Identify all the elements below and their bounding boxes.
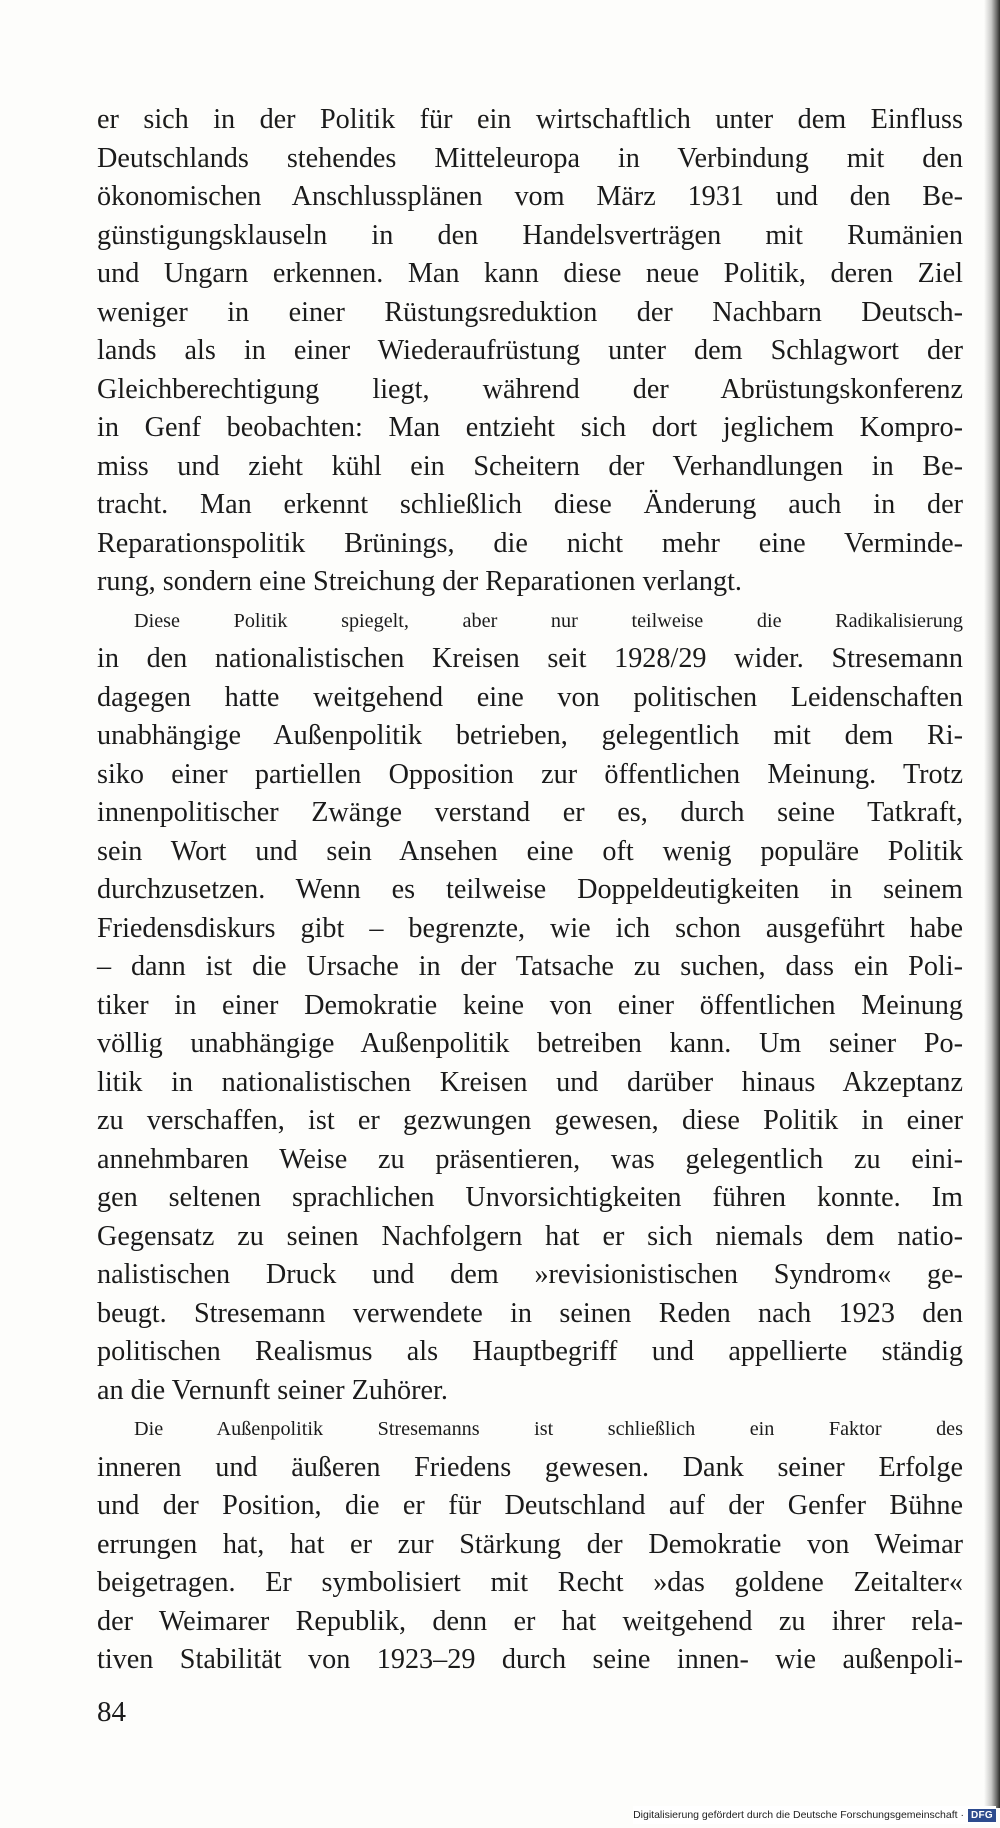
text-line: tiven Stabilität von 1923–29 durch seine innen- wie außenpoli- (97, 1644, 963, 1675)
text-line: beugt. Stresemann verwendete in seinen Reden nach 1923 den (97, 1297, 963, 1329)
paragraph (97, 602, 963, 1411)
text-line: Gegensatz zu seinen Nachfolgern hat er sich niemals dem natio- (97, 1220, 963, 1252)
text-line: nalistischen Druck und dem »revisionistischen Syndrom« ge- (97, 1259, 963, 1290)
text-line: tracht. Man erkennt schließlich diese Änderung auch in der (97, 489, 963, 520)
text-line: miss und zieht kühl ein Scheitern der Verhandlungen in Be- (97, 450, 963, 482)
text-line: und Ungarn erkennen. Man kann diese neue Politik, deren Ziel (97, 258, 963, 289)
text-line: weniger in einer Rüstungsreduktion der Nachbarn Deutsch- (97, 296, 963, 328)
text-line: zu verschaffen, ist er gezwungen gewesen, diese Politik in einer (97, 1105, 963, 1136)
text-line: dagegen hatte weitgehend eine von politischen Leidenschaften (97, 681, 963, 713)
text-line: lands als in einer Wiederaufrüstung unter dem Schlagwort der (97, 335, 963, 366)
digitization-footer (633, 1806, 996, 1824)
text-line: günstigungsklauseln in den Handelsverträgen mit Rumänien (97, 219, 963, 251)
body-text (97, 101, 963, 1680)
paragraph (97, 101, 963, 602)
text-line: gen seltenen sprachlichen Unvorsichtigkeiten führen konnte. Im (97, 1182, 963, 1213)
footer-text: Digitalisierung gefördert durch die Deutsche Forschungsgemeinschaft · (633, 1809, 964, 1821)
text-line: – dann ist die Ursache in der Tatsache zu suchen, dass ein Poli- (97, 951, 963, 982)
text-line: tiker in einer Demokratie keine von einer öffentlichen Meinung (97, 989, 963, 1021)
text-line: rung, sondern eine Streichung der Reparationen verlangt. (97, 566, 742, 597)
text-line: er sich in der Politik für ein wirtschaftlich unter dem Einfluss (97, 104, 963, 135)
text-line: völlig unabhängige Außenpolitik betreiben kann. Um seiner Po- (97, 1028, 963, 1059)
text-line: Diese Politik spiegelt, aber nur teilweise die Radikalisierung (134, 609, 963, 632)
text-line: der Weimarer Republik, denn er hat weitgehend zu ihrer rela- (97, 1605, 963, 1637)
text-line: Die Außenpolitik Stresemanns ist schließlich ein Faktor des (134, 1418, 963, 1440)
text-line: siko einer partiellen Opposition zur öffentlichen Meinung. Trotz (97, 758, 963, 790)
text-line: politischen Realismus als Hauptbegriff und appellierte ständig (97, 1336, 963, 1367)
text-line: beigetragen. Er symbolisiert mit Recht »das goldene Zeitalter« (97, 1567, 963, 1598)
text-line: annehmbaren Weise zu präsentieren, was gelegentlich zu eini- (97, 1143, 963, 1175)
paragraph (97, 1410, 963, 1680)
text-line: ökonomischen Anschlussplänen vom März 1931 und den Be- (97, 181, 963, 212)
text-line: errungen hat, hat er zur Stärkung der Demokratie von Weimar (97, 1528, 963, 1560)
text-line: sein Wort und sein Ansehen eine oft wenig populäre Politik (97, 835, 963, 867)
text-line: Deutschlands stehendes Mitteleuropa in Verbindung mit den (97, 142, 963, 174)
text-line: inneren und äußeren Friedens gewesen. Dank seiner Erfolge (97, 1451, 963, 1483)
text-line: an die Vernunft seiner Zuhörer. (97, 1374, 448, 1406)
text-line: Friedensdiskurs gibt – begrenzte, wie ich schon ausgeführt habe (97, 912, 963, 944)
text-line: in den nationalistischen Kreisen seit 1928/29 wider. Stresemann (97, 643, 963, 674)
text-line: in Genf beobachten: Man entzieht sich dort jeglichem Kompro- (97, 412, 963, 443)
text-line: durchzusetzen. Wenn es teilweise Doppeldeutigkeiten in seinem (97, 874, 963, 905)
text-line: litik in nationalistischen Kreisen und darüber hinaus Akzeptanz (97, 1066, 963, 1098)
text-line: und der Position, die er für Deutschland auf der Genfer Bühne (97, 1490, 963, 1521)
text-line: unabhängige Außenpolitik betrieben, gelegentlich mit dem Ri- (97, 720, 963, 751)
text-line: Gleichberechtigung liegt, während der Abrüstungskonferenz (97, 373, 963, 405)
dfg-logo: DFG (968, 1809, 996, 1822)
page-number: 84 (97, 1696, 126, 1728)
text-line: Reparationspolitik Brünings, die nicht mehr eine Verminde- (97, 527, 963, 559)
page-edge-shadow (984, 0, 1000, 1808)
text-line: innenpolitischer Zwänge verstand er es, durch seine Tatkraft, (97, 797, 963, 828)
